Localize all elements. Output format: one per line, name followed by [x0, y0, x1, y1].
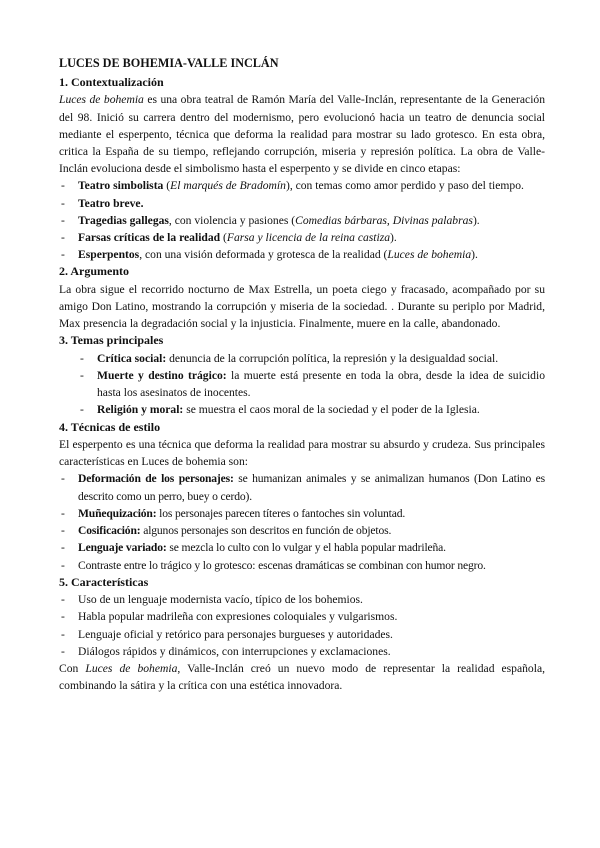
list-item: - Deformación de los personajes: se humanizan animales y se animalizan humanos (Don Latino es descrito como un perro, buey o cerdo). [61, 472, 545, 503]
list-item: - Lenguaje oficial y retórico para personajes burgueses y autoridades. [61, 627, 393, 641]
list-item: - Teatro simbolista (El marqués de Bradomín), con temas como amor perdido y paso del tiempo. [61, 179, 524, 193]
list-item: - Diálogos rápidos y dinámicos, con interrupciones y exclamaciones. [61, 644, 391, 658]
list-item: - Uso de un lenguaje modernista vacío, típico de los bohemios. [61, 593, 363, 607]
list-item: - Muerte y destino trágico: la muerte está presente en toda la obra, desde la idea de suicidio hasta los asesinatos de inocentes. [80, 369, 545, 400]
list-item: - Farsas críticas de la realidad (Farsa y licencia de la reina castiza). [61, 231, 397, 245]
list-item: - Crítica social: denuncia de la corrupción política, la represión y la desigualdad social. [80, 351, 499, 365]
heading-temas: 3. Temas principales [59, 333, 164, 348]
list-item: - Lenguaje variado: se mezcla lo culto con lo vulgar y el habla popular madrileña. [61, 541, 446, 555]
paragraph-context: Luces de bohemia es una obra teatral de Ramón María del Valle-Inclán, representante de la Generación del 98. Inició su carrera dentro del modernismo, pero evolucionó hacia un teatro de denuncia social mediante el esperpento, técnica que deforma la realidad para mostrar su lado grotesco. En esta obra, critica la España de su tiempo, reflejando corrupción, miseria y represión política. La obra de Valle-Inclán evoluciona desde el simbolismo hasta el esperpento y se divide en cinco etapas: [59, 93, 546, 176]
list-caracteristicas [59, 591, 545, 660]
list-item: - Religión y moral: se muestra el caos moral de la sociedad y el poder de la Iglesia. [80, 403, 480, 417]
heading-contextualizacion: 1. Contextualización [59, 75, 164, 89]
heading-argumento: 2. Argumento [59, 264, 129, 279]
paragraph-argumento: La obra sigue el recorrido nocturno de Max Estrella, un poeta ciego y fracasado, acompañado por su amigo Don Latino, mostrando la corrupción y miseria de la sociedad. . Durante su periplo por Madrid, Max presencia la degradación social y la injusticia. Finalmente, muere en la calle, abandonado. [59, 282, 545, 331]
paragraph-closing: Con Luces de bohemia, Valle-Inclán creó un nuevo modo de representar la realidad española, combinando la sátira y la crítica con una estética innovadora. [59, 661, 545, 693]
list-tecnicas [59, 470, 545, 573]
paragraph-tecnicas: El esperpento es una técnica que deforma la realidad para mostrar su absurdo y crudeza. Sus principales características en Luces de bohemia son: [59, 438, 545, 469]
list-item: - Teatro breve. [61, 196, 144, 210]
list-item: - Muñequización: los personajes parecen títeres o fantoches sin voluntad. [61, 506, 406, 520]
document-title: LUCES DE BOHEMIA-VALLE INCLÁN [59, 56, 279, 70]
heading-tecnicas: 4. Técnicas de estilo [59, 419, 161, 434]
list-stages [59, 177, 545, 263]
list-item: - Esperpentos, con una visión deformada y grotesca de la realidad (Luces de bohemia). [61, 248, 478, 262]
heading-caracteristicas: 5. Características [59, 574, 149, 589]
list-item: - Tragedias gallegas, con violencia y pasiones (Comedias bárbaras, Divinas palabras). [61, 213, 480, 227]
list-item: - Cosificación: algunos personajes son descritos en función de objetos. [61, 524, 392, 538]
list-item: - Contraste entre lo trágico y lo grotesco: escenas dramáticas se combinan con humor negro. [61, 558, 486, 572]
work-title-italic: Luces de bohemia [59, 93, 144, 107]
list-temas [59, 350, 545, 419]
list-item: - Habla popular madrileña con expresiones coloquiales y vulgarismos. [61, 610, 398, 624]
